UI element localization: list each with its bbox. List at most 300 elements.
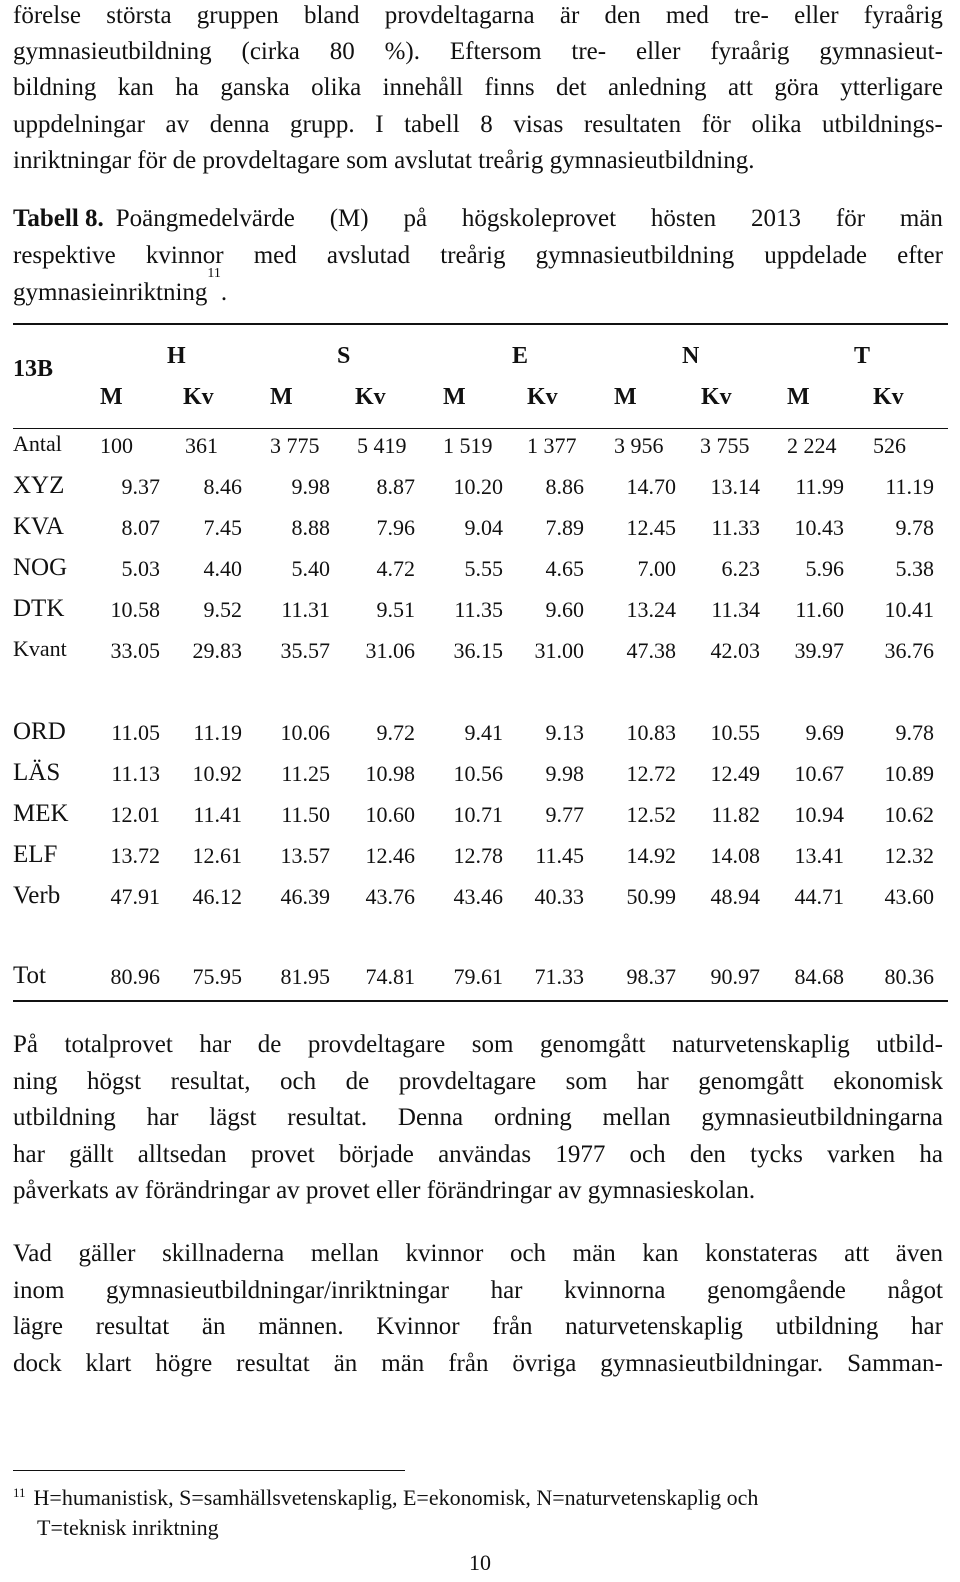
word: har xyxy=(13,1140,45,1168)
table-cell: 10.94 xyxy=(794,802,844,827)
word: resultat. xyxy=(287,1104,368,1131)
table-cell: 4.40 xyxy=(203,556,242,581)
table-cell: 14.08 xyxy=(710,843,760,868)
table-cell: 13.57 xyxy=(280,843,330,868)
word: Denna xyxy=(397,1104,464,1131)
table-cell: 11.13 xyxy=(111,761,160,786)
table-cell: 12.01 xyxy=(110,802,160,827)
word: de xyxy=(257,1031,282,1058)
intro-line: inriktningar för de provdeltagare som avslutat treårig gymnasieutbildning. xyxy=(13,146,755,174)
word: respektive xyxy=(13,242,116,269)
paragraph-line xyxy=(13,1064,943,1101)
word: 8 xyxy=(480,110,493,138)
word: ning xyxy=(13,1067,58,1095)
table-cell: 8.07 xyxy=(121,515,160,540)
word: Samman- xyxy=(847,1349,943,1377)
word: gymnasieutbildning xyxy=(535,242,735,269)
table-cell: 9.13 xyxy=(545,720,584,745)
word: 80 xyxy=(329,38,355,66)
paragraph-line xyxy=(13,1137,943,1174)
subheader: Kv xyxy=(873,384,904,410)
word: provdeltagare xyxy=(398,1067,537,1095)
table-cell: 14.92 xyxy=(626,843,676,868)
word: resultat, xyxy=(170,1067,251,1095)
table-cell: 12.49 xyxy=(710,761,760,786)
table-cell: 11.41 xyxy=(193,802,242,827)
word: resultat xyxy=(236,1349,310,1377)
table-cell: 9.41 xyxy=(464,720,503,745)
footnote-separator xyxy=(13,1470,405,1471)
table-cell: 12.61 xyxy=(192,843,242,868)
table-cell: 90.97 xyxy=(710,964,760,989)
table-cell: 98.37 xyxy=(626,964,676,989)
word: än xyxy=(333,1349,358,1377)
table-cell: 12.72 xyxy=(626,761,676,786)
word: hösten xyxy=(650,205,717,232)
table-cell: 9.98 xyxy=(291,474,330,499)
table-cell: 12.78 xyxy=(453,843,503,868)
word: även xyxy=(895,1240,943,1267)
row-label: Antal xyxy=(13,431,62,456)
word: naturvetenskaplig xyxy=(672,1031,850,1058)
word: provdeltagarna xyxy=(384,2,535,29)
word: de xyxy=(345,1067,370,1095)
table-cell: 9.04 xyxy=(464,515,503,540)
word: resultat xyxy=(95,1313,170,1340)
caption-period: . xyxy=(220,279,228,306)
table-cell: 44.71 xyxy=(794,884,844,909)
table-cell: 9.69 xyxy=(805,720,844,745)
paragraph-1 xyxy=(13,1027,943,1210)
word: utbild- xyxy=(876,1031,943,1058)
table-cell: 9.72 xyxy=(376,720,415,745)
word: män xyxy=(899,205,943,232)
word: innehåll xyxy=(382,74,464,102)
caption-text: gymnasieinriktning xyxy=(13,279,208,306)
word: gymnasieutbildningarna xyxy=(701,1104,943,1131)
word: för xyxy=(835,205,866,232)
table-cell: 5.40 xyxy=(291,556,330,581)
word: resultaten xyxy=(583,110,682,138)
word: utbildning xyxy=(13,1104,116,1131)
word: totalprovet xyxy=(64,1031,173,1058)
row-label: LÄS xyxy=(13,759,61,786)
subheader: Kv xyxy=(701,384,732,410)
table-cell: 29.83 xyxy=(192,638,242,663)
word: finns xyxy=(484,74,535,102)
word: att xyxy=(844,1240,870,1267)
word: användas xyxy=(438,1140,532,1168)
word: Vad xyxy=(13,1240,52,1267)
word: utbildnings- xyxy=(822,110,943,138)
word: På xyxy=(13,1031,38,1058)
row-label: ORD xyxy=(13,718,66,745)
word: uppdelningar xyxy=(13,110,145,138)
word: ha xyxy=(175,74,199,102)
table-cell: 10.20 xyxy=(453,474,503,499)
word: något xyxy=(887,1276,943,1304)
paragraph-line xyxy=(13,1236,943,1273)
table-cell: 11.33 xyxy=(711,515,760,540)
word: att xyxy=(727,74,753,102)
word: tre- xyxy=(571,38,607,66)
table-cell: 11.82 xyxy=(711,802,760,827)
table-cell: 35.57 xyxy=(280,638,330,663)
word: männen. xyxy=(258,1313,344,1340)
word: gymnasieutbildningar/inriktningar xyxy=(105,1276,449,1304)
word: gymnasieutbildningar. xyxy=(600,1349,824,1377)
paragraph-text: påverkats av förändringar av provet eller förändringar av gymnasieskolan. xyxy=(13,1177,756,1204)
table-cell: 43.60 xyxy=(884,884,934,909)
word: från xyxy=(492,1313,533,1340)
table-cell: 31.00 xyxy=(534,638,584,663)
table-cell: 2 224 xyxy=(787,433,837,458)
table-cell: 361 xyxy=(185,433,218,458)
word: kvinnorna xyxy=(564,1276,666,1304)
page-number: 10 xyxy=(469,1550,491,1575)
subheader: M xyxy=(443,384,466,410)
word: fyraårig xyxy=(710,38,790,66)
group-header: E xyxy=(512,343,529,369)
word: på xyxy=(403,205,428,232)
table-cell: 5.96 xyxy=(805,556,844,581)
row-label: XYZ xyxy=(13,472,65,499)
table-cell: 12.52 xyxy=(626,802,676,827)
table-cell: 13.41 xyxy=(794,843,844,868)
word: förelse xyxy=(13,2,82,29)
subheader: Kv xyxy=(355,384,386,410)
word: och xyxy=(629,1140,666,1168)
word: började xyxy=(338,1140,414,1168)
word: denna xyxy=(209,110,270,138)
table-cell: 8.86 xyxy=(545,474,584,499)
word: ordning xyxy=(493,1104,572,1131)
word: alltsedan xyxy=(137,1140,227,1168)
word: män xyxy=(572,1240,616,1267)
word: naturvetenskaplig xyxy=(565,1313,743,1340)
word: bland xyxy=(303,2,360,29)
word: mellan xyxy=(602,1104,671,1131)
table-cell: 71.33 xyxy=(534,964,584,989)
word: Kvinnor xyxy=(376,1313,460,1340)
table-cell: 11.05 xyxy=(111,720,160,745)
row-label: Tot xyxy=(13,962,46,989)
table-cell: 80.96 xyxy=(110,964,160,989)
word: har xyxy=(199,1031,232,1058)
word: provet xyxy=(250,1140,315,1168)
table-cell: 42.03 xyxy=(710,638,760,663)
word: högre xyxy=(155,1349,213,1377)
table-cell: 1 377 xyxy=(527,433,577,458)
table-cell: 48.94 xyxy=(710,884,760,909)
paragraph-line xyxy=(13,1346,943,1383)
word: dock xyxy=(13,1349,62,1377)
table-cell: 4.65 xyxy=(545,556,584,581)
table-cell: 10.67 xyxy=(794,761,844,786)
word: och xyxy=(279,1067,317,1095)
table-corner-label: 13B xyxy=(13,356,54,382)
group-header: N xyxy=(682,343,700,369)
word: från xyxy=(448,1349,489,1377)
row-label: DTK xyxy=(13,595,65,622)
table-cell: 43.76 xyxy=(365,884,415,909)
table-cell: 9.78 xyxy=(895,515,934,540)
subheader: M xyxy=(614,384,637,410)
table-cell: 10.89 xyxy=(884,761,934,786)
word: eller xyxy=(794,2,839,29)
table-cell: 14.70 xyxy=(626,474,676,499)
table-cell: 9.52 xyxy=(203,597,242,622)
table-cell: 9.51 xyxy=(376,597,415,622)
word: det xyxy=(555,74,587,102)
subheader: M xyxy=(787,384,810,410)
table-cell: 11.25 xyxy=(281,761,330,786)
footnote-ref: 11 xyxy=(207,266,221,281)
word: som xyxy=(471,1031,514,1058)
paragraph-line xyxy=(13,1100,943,1137)
subheader: Kv xyxy=(527,384,558,410)
word: har xyxy=(490,1276,523,1304)
word: har xyxy=(911,1313,943,1340)
table-cell: 75.95 xyxy=(192,964,242,989)
table-cell: 9.77 xyxy=(545,802,584,827)
table-cell: 40.33 xyxy=(534,884,584,909)
word: av xyxy=(165,110,190,138)
paragraph-2 xyxy=(13,1236,943,1382)
table-cell: 84.68 xyxy=(794,964,844,989)
word: utbildning xyxy=(775,1313,879,1340)
word: med xyxy=(665,2,709,29)
word: lägst xyxy=(209,1104,257,1131)
word: och xyxy=(509,1240,547,1267)
table-cell: 10.92 xyxy=(192,761,242,786)
footnote-text: H=humanistisk, S=samhällsvetenskaplig, E=ekonomisk, N=naturvetenskaplig och xyxy=(33,1485,759,1510)
word: anledning xyxy=(607,74,707,102)
table-cell: 11.35 xyxy=(454,597,503,622)
word: den xyxy=(689,1140,726,1168)
group-header: S xyxy=(337,343,351,369)
word: göra xyxy=(774,74,819,102)
word: ganska xyxy=(220,74,290,102)
word: I xyxy=(375,110,384,138)
table-cell: 7.96 xyxy=(376,515,415,540)
word: inom xyxy=(13,1276,65,1304)
table-cell: 31.06 xyxy=(365,638,415,663)
word: provdeltagare xyxy=(307,1031,446,1058)
word: lägre xyxy=(13,1313,63,1340)
subheader: M xyxy=(270,384,293,410)
word: kan xyxy=(117,74,154,102)
word: grupp. xyxy=(290,110,355,138)
table-cell: 11.60 xyxy=(795,597,844,622)
table-cell: 3 956 xyxy=(614,433,664,458)
table-cell: 13.14 xyxy=(710,474,760,499)
subheader: Kv xyxy=(183,384,214,410)
word: med xyxy=(253,242,297,269)
table-header-rule xyxy=(13,428,948,429)
table-cell: 33.05 xyxy=(110,638,160,663)
word: gäller xyxy=(78,1240,136,1267)
word: bildning xyxy=(13,74,97,102)
paragraph-line xyxy=(13,1027,943,1064)
table-cell: 7.00 xyxy=(637,556,676,581)
table-cell: 10.41 xyxy=(884,597,934,622)
word: efter xyxy=(897,242,943,269)
word: uppdelade xyxy=(764,242,868,269)
table-cell: 81.95 xyxy=(280,964,330,989)
table-cell: 46.12 xyxy=(192,884,242,909)
word: högst xyxy=(86,1067,142,1095)
table-cell: 8.46 xyxy=(203,474,242,499)
table-cell: 6.23 xyxy=(721,556,760,581)
table-cell: 36.15 xyxy=(453,638,503,663)
word: har xyxy=(636,1067,669,1095)
word: tabell xyxy=(404,110,460,138)
table-cell: 13.72 xyxy=(110,843,160,868)
word: olika xyxy=(751,110,802,138)
table-cell: 74.81 xyxy=(365,964,415,989)
table-cell: 10.83 xyxy=(626,720,676,745)
row-label: MEK xyxy=(13,800,69,827)
word: som xyxy=(565,1067,608,1095)
table-cell: 80.36 xyxy=(884,964,934,989)
table-cell: 39.97 xyxy=(794,638,844,663)
word: visas xyxy=(513,110,564,138)
word: genomgående xyxy=(707,1276,846,1304)
word: största xyxy=(106,2,172,29)
table-cell: 47.91 xyxy=(110,884,160,909)
table-cell: 7.45 xyxy=(203,515,242,540)
table-cell: 10.58 xyxy=(110,597,160,622)
table-cell: 5.38 xyxy=(895,556,934,581)
word: den xyxy=(604,2,641,29)
table-cell: 5.03 xyxy=(121,556,160,581)
subheader: M xyxy=(100,384,123,410)
table-cell: 10.06 xyxy=(280,720,330,745)
word: har xyxy=(146,1104,179,1131)
word: ytterligare xyxy=(840,74,943,102)
table-cell: 10.43 xyxy=(794,515,844,540)
table-cell: 9.78 xyxy=(895,720,934,745)
table-cell: 100 xyxy=(100,433,133,458)
word: fyraårig xyxy=(863,2,943,29)
word: gruppen xyxy=(196,2,279,29)
footnote xyxy=(13,1483,948,1543)
row-label: Kvant xyxy=(13,636,67,661)
word: kvinnor xyxy=(405,1240,484,1267)
table-cell: 526 xyxy=(873,433,906,458)
table-cell: 50.99 xyxy=(626,884,676,909)
word: (cirka xyxy=(241,38,300,66)
table-cell: 11.99 xyxy=(795,474,844,499)
word: är xyxy=(559,2,580,29)
word: tre- xyxy=(734,2,769,29)
word: varken xyxy=(827,1140,896,1168)
table-cell: 3 755 xyxy=(700,433,750,458)
table-cell: 7.89 xyxy=(545,515,584,540)
word: genomgått xyxy=(698,1067,804,1095)
table-cell: 46.39 xyxy=(280,884,330,909)
table-cell: 11.45 xyxy=(535,843,584,868)
table-cell: 5.55 xyxy=(464,556,503,581)
table-cell: 10.62 xyxy=(884,802,934,827)
table-cell: 5 419 xyxy=(357,433,407,458)
word: för xyxy=(701,110,731,138)
word: ha xyxy=(919,1140,943,1168)
word: ekonomisk xyxy=(833,1067,943,1095)
table-cell: 13.24 xyxy=(626,597,676,622)
table-cell: 10.71 xyxy=(453,802,503,827)
table-cell: 1 519 xyxy=(443,433,493,458)
word: kvinnor xyxy=(145,242,224,269)
word: män xyxy=(381,1349,425,1377)
caption-label: Tabell 8. xyxy=(13,205,104,232)
table-cell: 4.72 xyxy=(376,556,415,581)
word: gällt xyxy=(69,1140,114,1168)
paragraph-line xyxy=(13,1173,943,1210)
table-cell: 8.87 xyxy=(376,474,415,499)
table-cell: 11.50 xyxy=(281,802,330,827)
word: genomgått xyxy=(539,1031,646,1058)
table-cell: 3 775 xyxy=(270,433,320,458)
word: Eftersom xyxy=(449,38,542,66)
table-cell: 47.38 xyxy=(626,638,676,663)
row-label: Verb xyxy=(13,882,61,909)
table-cell: 10.55 xyxy=(710,720,760,745)
table-top-rule xyxy=(13,323,948,325)
table-cell: 11.19 xyxy=(193,720,242,745)
row-label: KVA xyxy=(13,513,64,540)
table-cell: 11.34 xyxy=(711,597,760,622)
table-cell: 79.61 xyxy=(453,964,503,989)
word: mellan xyxy=(310,1240,379,1267)
table-cell: 12.32 xyxy=(884,843,934,868)
word: övriga xyxy=(512,1349,577,1377)
paragraph-line xyxy=(13,1273,943,1310)
word: högskoleprovet xyxy=(461,205,617,232)
table-cell: 11.31 xyxy=(281,597,330,622)
table-cell: 12.46 xyxy=(365,843,415,868)
group-header: T xyxy=(854,343,871,369)
table-cell: 8.88 xyxy=(291,515,330,540)
table-cell: 12.45 xyxy=(626,515,676,540)
footnote-text: T=teknisk inriktning xyxy=(37,1515,219,1540)
row-label: ELF xyxy=(13,841,58,868)
table-cell: 9.37 xyxy=(121,474,160,499)
table-bottom-rule xyxy=(13,1000,948,1002)
word: %). xyxy=(384,38,420,66)
group-header: H xyxy=(167,343,186,369)
table-cell: 43.46 xyxy=(453,884,503,909)
word: konstateras xyxy=(705,1240,818,1267)
word: kan xyxy=(642,1240,679,1267)
word: treårig xyxy=(440,242,506,269)
word: tycks xyxy=(750,1140,803,1168)
word: gymnasieut- xyxy=(819,38,943,66)
word: olika xyxy=(311,74,362,102)
word: skillnaderna xyxy=(162,1240,285,1267)
table-cell: 9.98 xyxy=(545,761,584,786)
word: gymnasieutbildning xyxy=(13,38,212,66)
table-cell: 36.76 xyxy=(884,638,934,663)
word: avslutad xyxy=(326,242,411,269)
table-cell: 10.56 xyxy=(453,761,503,786)
paragraph-line xyxy=(13,1309,943,1346)
word: Poängmedelvärde xyxy=(115,205,295,232)
table-cell: 11.19 xyxy=(885,474,934,499)
word: 2013 xyxy=(751,205,802,232)
row-label: NOG xyxy=(13,554,68,581)
